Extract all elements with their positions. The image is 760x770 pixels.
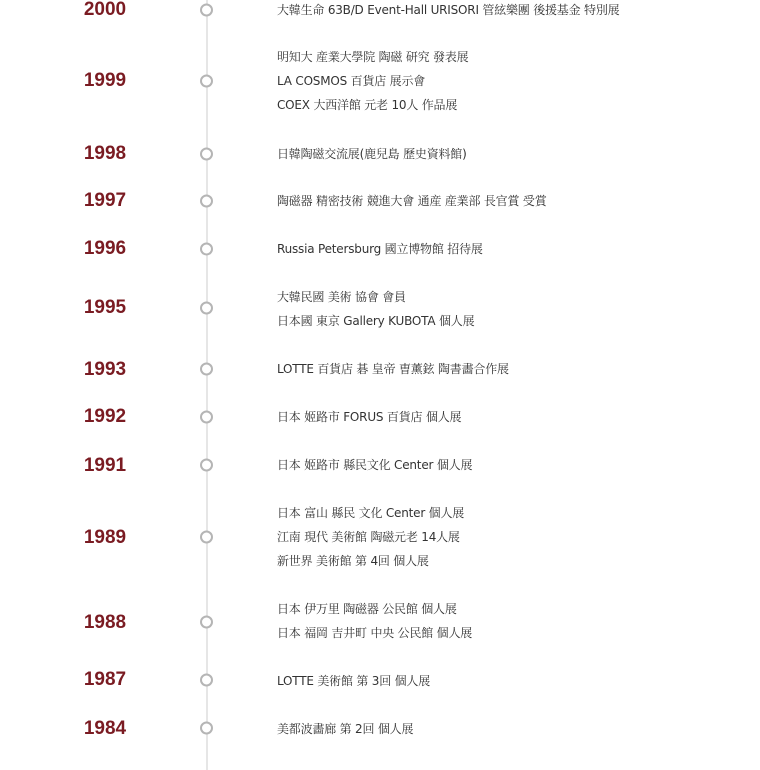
entry-list [277,597,747,645]
timeline-dot-icon [200,616,213,629]
entry-list [277,453,747,477]
timeline-dot-icon [200,4,213,17]
year-label: 1995 [83,297,127,318]
year-label: 1999 [83,70,127,91]
timeline-dot-icon [200,243,213,256]
year-label: 1998 [83,143,127,164]
entry-list [277,189,747,213]
timeline-dot-icon [200,411,213,424]
year-label: 1991 [83,455,127,476]
entry-text: 大韓民國 美術 協會 會員 [277,290,406,304]
entry-list [277,405,747,429]
entry-text: LA COSMOS 百貨店 展示會 [277,74,426,88]
entry-list [277,717,747,741]
entry-list [277,285,747,333]
entry-text: 日韓陶磁交流展(鹿兒島 歷史資料館) [277,147,467,161]
entry-text: 明知大 産業大學院 陶磁 研究 發表展 [277,50,469,64]
entry-list [277,669,747,693]
entry-list [277,501,747,573]
year-label: 1992 [83,406,127,427]
entry-text: 日本國 東京 Gallery KUBOTA 個人展 [277,314,475,328]
entry-text: 日本 福岡 吉井町 中央 公民館 個人展 [277,626,473,640]
timeline-dot-icon [200,195,213,208]
timeline-dot-icon [200,302,213,315]
entry-text: 美都波畵廊 第 2回 個人展 [277,722,414,736]
entry-text: LOTTE 百貨店 碁 皇帝 曺薰鉉 陶書畵合作展 [277,362,509,376]
entry-text: 日本 伊万里 陶磁器 公民館 個人展 [277,602,457,616]
entry-text: 陶磁器 精密技術 競進大會 通産 産業部 長官賞 受賞 [277,194,547,208]
timeline-dot-icon [200,75,213,88]
year-label: 2000 [83,0,127,20]
entry-list [277,0,747,22]
year-label: 1996 [83,238,127,259]
entry-list [277,142,747,166]
year-label: 1988 [83,612,127,633]
timeline-dot-icon [200,674,213,687]
entry-text: 大韓生命 63B/D Event-Hall URISORI 管絃樂團 後援基金 特別展 [277,3,620,17]
entry-text: 日本 姬路市 FORUS 百貨店 個人展 [277,410,462,424]
entry-text: 日本 姬路市 縣民文化 Center 個人展 [277,458,473,472]
timeline-line [206,0,208,770]
entry-list [277,45,747,117]
timeline-dot-icon [200,722,213,735]
year-label: 1984 [83,718,127,739]
entry-text: 新世界 美術館 第 4回 個人展 [277,554,429,568]
timeline-dot-icon [200,459,213,472]
year-label: 1993 [83,359,127,380]
year-label: 1989 [83,527,127,548]
entry-text: 江南 現代 美術館 陶磁元老 14人展 [277,530,460,544]
timeline-dot-icon [200,531,213,544]
entry-text: Russia Petersburg 國立博物館 招待展 [277,242,483,256]
year-label: 1997 [83,190,127,211]
entry-list [277,357,747,381]
timeline-dot-icon [200,148,213,161]
entry-text: COEX 大西洋館 元老 10人 作品展 [277,98,458,112]
year-label: 1987 [83,669,127,690]
timeline-dot-icon [200,363,213,376]
entry-text: LOTTE 美術館 第 3回 個人展 [277,674,431,688]
entry-list [277,237,747,261]
entry-text: 日本 富山 縣民 文化 Center 個人展 [277,506,465,520]
